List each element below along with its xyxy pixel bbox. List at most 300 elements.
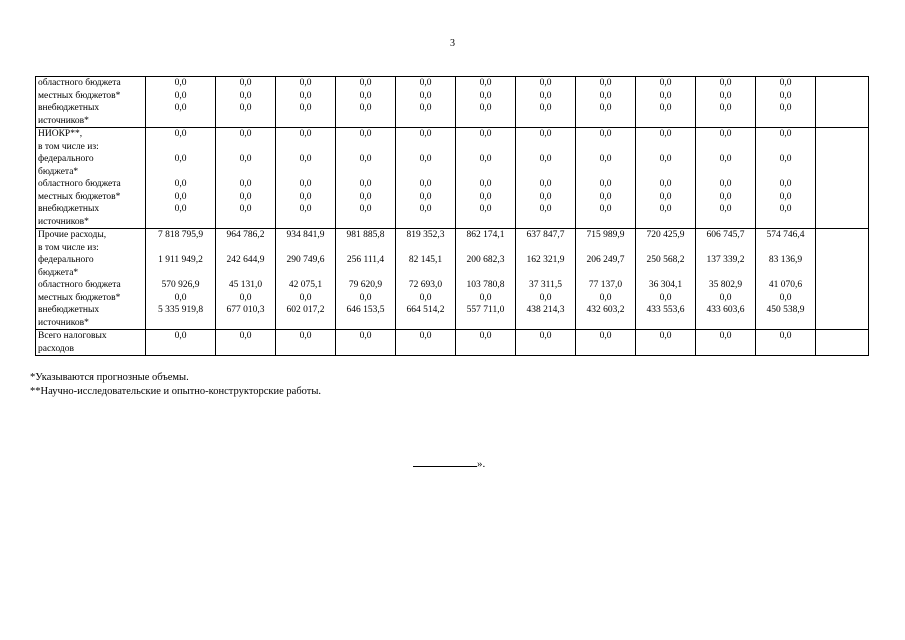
cell-value: 0,0 bbox=[174, 78, 187, 88]
value-cell bbox=[636, 77, 696, 128]
cell-value bbox=[758, 166, 813, 179]
value-cell bbox=[756, 330, 816, 356]
table-row bbox=[36, 128, 869, 229]
cell-value bbox=[278, 343, 333, 356]
value-cell bbox=[276, 229, 336, 330]
cell-value: 0,0 bbox=[719, 78, 732, 88]
cell-value bbox=[698, 115, 753, 128]
value-cell bbox=[696, 330, 756, 356]
cell-value bbox=[578, 115, 633, 128]
row-label-line: источников* bbox=[38, 317, 89, 328]
cell-value: 0,0 bbox=[779, 292, 792, 303]
value-cell bbox=[146, 77, 216, 128]
value-cell bbox=[516, 330, 576, 356]
value-cell bbox=[576, 229, 636, 330]
cell-value: 0,0 bbox=[539, 103, 552, 113]
cell-value bbox=[218, 343, 273, 356]
cell-value bbox=[638, 141, 693, 154]
cell-value bbox=[278, 141, 333, 154]
cell-value bbox=[278, 216, 333, 229]
cell-value: 250 568,2 bbox=[646, 255, 685, 265]
cell-value: 0,0 bbox=[659, 90, 672, 101]
cell-value: 0,0 bbox=[779, 78, 792, 88]
cell-value: 677 010,3 bbox=[226, 305, 265, 315]
cell-value: 290 749,6 bbox=[286, 255, 325, 265]
cell-value: 242 644,9 bbox=[226, 255, 265, 265]
row-label-line: областного бюджета bbox=[38, 78, 121, 88]
cell-value: 0,0 bbox=[419, 331, 432, 341]
value-cell bbox=[276, 128, 336, 229]
cell-value: 0,0 bbox=[359, 90, 372, 101]
row-label-line: внебюджетных bbox=[38, 305, 100, 315]
row-label-line: в том числе из: bbox=[38, 141, 99, 152]
cell-value bbox=[218, 216, 273, 229]
cell-value: 0,0 bbox=[174, 90, 187, 101]
cell-value: 433 553,6 bbox=[646, 305, 685, 315]
table-row bbox=[36, 77, 869, 128]
cell-value bbox=[698, 242, 753, 255]
cell-value: 0,0 bbox=[359, 331, 372, 341]
row-label-line: внебюджетных bbox=[38, 204, 100, 214]
cell-value bbox=[578, 216, 633, 229]
cell-value bbox=[338, 343, 393, 356]
cell-value: 557 711,0 bbox=[466, 305, 505, 315]
value-cell bbox=[516, 77, 576, 128]
cell-value: 0,0 bbox=[539, 191, 552, 202]
cell-value: 981 885,8 bbox=[346, 230, 385, 240]
cell-value: 0,0 bbox=[174, 191, 187, 202]
row-label-line: федерального bbox=[38, 255, 94, 265]
value-cell bbox=[396, 128, 456, 229]
cell-value: 41 070,6 bbox=[768, 280, 803, 290]
cell-value: 7 818 795,9 bbox=[157, 230, 204, 240]
cell-value bbox=[338, 141, 393, 154]
cell-value: 606 745,7 bbox=[706, 230, 745, 240]
cell-value: 1 911 949,2 bbox=[158, 255, 203, 265]
cell-value: 0,0 bbox=[239, 154, 252, 164]
value-cell bbox=[146, 229, 216, 330]
cell-value: 0,0 bbox=[539, 292, 552, 303]
cell-value bbox=[458, 242, 513, 255]
cell-value bbox=[638, 115, 693, 128]
row-label-cell bbox=[36, 229, 146, 330]
cell-value: 206 249,7 bbox=[586, 255, 625, 265]
cell-value: 0,0 bbox=[419, 204, 432, 214]
cell-value bbox=[518, 242, 573, 255]
value-cell bbox=[576, 128, 636, 229]
cell-value bbox=[638, 216, 693, 229]
table-row bbox=[36, 330, 869, 356]
row-label-cell bbox=[36, 77, 146, 128]
cell-value bbox=[148, 141, 213, 154]
page-number: 3 bbox=[450, 38, 455, 49]
empty-cell bbox=[816, 229, 869, 330]
cell-value: 0,0 bbox=[239, 292, 252, 303]
cell-value bbox=[218, 115, 273, 128]
cell-value: 0,0 bbox=[419, 103, 432, 113]
cell-value: 0,0 bbox=[359, 103, 372, 113]
cell-value: 256 111,4 bbox=[346, 255, 385, 265]
cell-value bbox=[758, 141, 813, 154]
value-cell bbox=[636, 229, 696, 330]
empty-cell bbox=[816, 330, 869, 356]
cell-value bbox=[398, 317, 453, 330]
cell-value bbox=[758, 216, 813, 229]
cell-value bbox=[698, 317, 753, 330]
cell-value bbox=[578, 242, 633, 255]
cell-value: 0,0 bbox=[599, 129, 612, 139]
budget-table bbox=[35, 76, 869, 356]
cell-value bbox=[338, 166, 393, 179]
cell-value: 0,0 bbox=[659, 191, 672, 202]
cell-value: 0,0 bbox=[479, 331, 492, 341]
value-cell bbox=[696, 128, 756, 229]
cell-value bbox=[218, 267, 273, 280]
value-cell bbox=[696, 77, 756, 128]
cell-value: 0,0 bbox=[719, 191, 732, 202]
empty-cell bbox=[816, 128, 869, 229]
cell-value bbox=[458, 141, 513, 154]
cell-value: 35 802,9 bbox=[708, 280, 743, 290]
cell-value bbox=[698, 267, 753, 280]
cell-value: 0,0 bbox=[779, 191, 792, 202]
cell-value: 0,0 bbox=[779, 90, 792, 101]
row-label-line: внебюджетных bbox=[38, 103, 100, 113]
cell-value bbox=[518, 166, 573, 179]
cell-value: 0,0 bbox=[659, 129, 672, 139]
value-cell bbox=[696, 229, 756, 330]
cell-value: 0,0 bbox=[419, 129, 432, 139]
cell-value: 0,0 bbox=[174, 103, 187, 113]
cell-value: 137 339,2 bbox=[706, 255, 745, 265]
cell-value: 0,0 bbox=[719, 90, 732, 101]
cell-value bbox=[148, 216, 213, 229]
cell-value bbox=[698, 343, 753, 356]
cell-value bbox=[578, 141, 633, 154]
closing-quote: ». bbox=[477, 458, 486, 470]
cell-value: 36 304,1 bbox=[648, 280, 683, 290]
cell-value bbox=[148, 166, 213, 179]
row-label-line: федерального bbox=[38, 154, 94, 164]
cell-value bbox=[518, 115, 573, 128]
value-cell bbox=[216, 77, 276, 128]
cell-value bbox=[758, 115, 813, 128]
cell-value: 0,0 bbox=[779, 204, 792, 214]
value-cell bbox=[146, 330, 216, 356]
cell-value: 0,0 bbox=[419, 154, 432, 164]
empty-cell bbox=[816, 77, 869, 128]
cell-value bbox=[638, 242, 693, 255]
cell-value: 0,0 bbox=[779, 331, 792, 341]
cell-value: 0,0 bbox=[299, 78, 312, 88]
cell-value: 5 335 919,8 bbox=[157, 305, 204, 315]
value-cell bbox=[336, 128, 396, 229]
cell-value bbox=[518, 343, 573, 356]
cell-value bbox=[278, 317, 333, 330]
value-cell bbox=[336, 330, 396, 356]
cell-value: 574 746,4 bbox=[766, 230, 805, 240]
value-cell bbox=[456, 128, 516, 229]
cell-value: 0,0 bbox=[359, 129, 372, 139]
cell-value: 0,0 bbox=[719, 103, 732, 113]
cell-value bbox=[518, 141, 573, 154]
cell-value bbox=[758, 242, 813, 255]
cell-value bbox=[458, 216, 513, 229]
cell-value: 0,0 bbox=[539, 204, 552, 214]
cell-value: 0,0 bbox=[359, 191, 372, 202]
cell-value bbox=[638, 267, 693, 280]
cell-value: 720 425,9 bbox=[646, 230, 685, 240]
cell-value: 819 352,3 bbox=[406, 230, 445, 240]
cell-value bbox=[338, 242, 393, 255]
cell-value bbox=[518, 317, 573, 330]
cell-value bbox=[398, 343, 453, 356]
cell-value: 438 214,3 bbox=[526, 305, 565, 315]
cell-value bbox=[638, 343, 693, 356]
cell-value: 0,0 bbox=[359, 292, 372, 303]
cell-value: 0,0 bbox=[599, 78, 612, 88]
cell-value: 0,0 bbox=[719, 204, 732, 214]
cell-value: 0,0 bbox=[599, 191, 612, 202]
cell-value bbox=[398, 166, 453, 179]
cell-value: 0,0 bbox=[599, 292, 612, 303]
cell-value bbox=[458, 343, 513, 356]
value-cell bbox=[516, 128, 576, 229]
value-cell bbox=[756, 128, 816, 229]
footnotes bbox=[30, 371, 321, 399]
value-cell bbox=[636, 330, 696, 356]
cell-value bbox=[758, 317, 813, 330]
cell-value: 0,0 bbox=[599, 103, 612, 113]
value-cell bbox=[576, 330, 636, 356]
cell-value: 162 321,9 bbox=[526, 255, 565, 265]
value-cell bbox=[396, 330, 456, 356]
cell-value: 0,0 bbox=[479, 191, 492, 202]
cell-value: 79 620,9 bbox=[348, 280, 383, 290]
cell-value bbox=[338, 115, 393, 128]
cell-value: 0,0 bbox=[659, 204, 672, 214]
cell-value: 0,0 bbox=[599, 154, 612, 164]
cell-value: 0,0 bbox=[659, 292, 672, 303]
row-label-line: областного бюджета bbox=[38, 179, 121, 189]
cell-value: 0,0 bbox=[239, 331, 252, 341]
cell-value: 433 603,6 bbox=[706, 305, 745, 315]
cell-value: 0,0 bbox=[599, 204, 612, 214]
cell-value bbox=[398, 141, 453, 154]
cell-value: 0,0 bbox=[299, 90, 312, 101]
cell-value bbox=[218, 242, 273, 255]
value-cell bbox=[276, 77, 336, 128]
cell-value: 0,0 bbox=[419, 179, 432, 189]
cell-value bbox=[148, 317, 213, 330]
cell-value: 0,0 bbox=[174, 129, 187, 139]
cell-value: 0,0 bbox=[659, 78, 672, 88]
value-cell bbox=[456, 330, 516, 356]
footnote-forecast: *Указываются прогнозные объемы. bbox=[30, 372, 189, 383]
cell-value bbox=[458, 166, 513, 179]
cell-value: 83 136,9 bbox=[768, 255, 803, 265]
cell-value: 200 682,3 bbox=[466, 255, 505, 265]
cell-value: 0,0 bbox=[359, 78, 372, 88]
cell-value: 450 538,9 bbox=[766, 305, 805, 315]
cell-value: 0,0 bbox=[299, 103, 312, 113]
cell-value bbox=[218, 141, 273, 154]
cell-value: 45 131,0 bbox=[228, 280, 263, 290]
cell-value bbox=[698, 166, 753, 179]
row-label-line: бюджета* bbox=[38, 166, 79, 177]
cell-value: 72 693,0 bbox=[408, 280, 443, 290]
cell-value bbox=[518, 216, 573, 229]
cell-value: 0,0 bbox=[479, 90, 492, 101]
value-cell bbox=[576, 77, 636, 128]
cell-value: 0,0 bbox=[779, 179, 792, 189]
value-cell bbox=[216, 330, 276, 356]
cell-value: 0,0 bbox=[239, 204, 252, 214]
cell-value: 0,0 bbox=[599, 331, 612, 341]
cell-value bbox=[338, 216, 393, 229]
cell-value: 0,0 bbox=[539, 78, 552, 88]
cell-value: 0,0 bbox=[239, 191, 252, 202]
cell-value: 0,0 bbox=[239, 179, 252, 189]
cell-value: 934 841,9 bbox=[286, 230, 325, 240]
cell-value bbox=[278, 115, 333, 128]
cell-value bbox=[398, 267, 453, 280]
value-cell bbox=[276, 330, 336, 356]
cell-value: 0,0 bbox=[479, 204, 492, 214]
cell-value: 0,0 bbox=[359, 179, 372, 189]
cell-value: 0,0 bbox=[659, 154, 672, 164]
cell-value: 0,0 bbox=[479, 292, 492, 303]
value-cell bbox=[396, 229, 456, 330]
cell-value: 0,0 bbox=[659, 103, 672, 113]
cell-value: 82 145,1 bbox=[408, 255, 443, 265]
row-label-line: местных бюджетов* bbox=[38, 292, 121, 303]
cell-value: 602 017,2 bbox=[286, 305, 325, 315]
cell-value bbox=[338, 267, 393, 280]
row-label-cell bbox=[36, 128, 146, 229]
cell-value: 0,0 bbox=[174, 292, 187, 303]
cell-value: 0,0 bbox=[299, 191, 312, 202]
cell-value bbox=[338, 317, 393, 330]
cell-value: 0,0 bbox=[479, 103, 492, 113]
cell-value bbox=[518, 267, 573, 280]
cell-value: 0,0 bbox=[779, 129, 792, 139]
cell-value bbox=[578, 317, 633, 330]
cell-value: 0,0 bbox=[239, 90, 252, 101]
cell-value: 0,0 bbox=[359, 154, 372, 164]
cell-value bbox=[698, 216, 753, 229]
cell-value: 0,0 bbox=[539, 154, 552, 164]
value-cell bbox=[636, 128, 696, 229]
row-label-line: бюджета* bbox=[38, 267, 79, 278]
row-label-line: областного бюджета bbox=[38, 280, 121, 290]
cell-value: 715 989,9 bbox=[586, 230, 625, 240]
cell-value bbox=[638, 317, 693, 330]
footnote-niokr: **Научно-исследовательские и опытно-конструкторские работы. bbox=[30, 386, 322, 397]
value-cell bbox=[756, 77, 816, 128]
cell-value: 0,0 bbox=[174, 204, 187, 214]
cell-value bbox=[458, 115, 513, 128]
cell-value: 103 780,8 bbox=[466, 280, 505, 290]
cell-value bbox=[638, 166, 693, 179]
row-label-line: в том числе из: bbox=[38, 242, 99, 253]
table-row bbox=[36, 229, 869, 330]
cell-value bbox=[398, 242, 453, 255]
cell-value: 0,0 bbox=[479, 154, 492, 164]
closing-line bbox=[413, 455, 485, 470]
cell-value: 0,0 bbox=[299, 179, 312, 189]
row-label-line: Прочие расходы, bbox=[38, 230, 107, 240]
cell-value bbox=[578, 166, 633, 179]
cell-value: 0,0 bbox=[539, 331, 552, 341]
cell-value: 0,0 bbox=[299, 154, 312, 164]
cell-value: 0,0 bbox=[539, 90, 552, 101]
cell-value: 0,0 bbox=[659, 179, 672, 189]
cell-value: 964 786,2 bbox=[226, 230, 265, 240]
cell-value bbox=[218, 317, 273, 330]
cell-value bbox=[578, 267, 633, 280]
cell-value: 0,0 bbox=[479, 179, 492, 189]
cell-value bbox=[218, 166, 273, 179]
cell-value bbox=[458, 267, 513, 280]
value-cell bbox=[336, 229, 396, 330]
cell-value bbox=[278, 267, 333, 280]
cell-value bbox=[148, 242, 213, 255]
value-cell bbox=[216, 128, 276, 229]
cell-value: 570 926,9 bbox=[161, 280, 200, 290]
cell-value: 0,0 bbox=[599, 179, 612, 189]
row-label-line: Всего налоговых bbox=[38, 331, 107, 341]
value-cell bbox=[396, 77, 456, 128]
cell-value bbox=[698, 141, 753, 154]
cell-value: 0,0 bbox=[239, 129, 252, 139]
cell-value: 0,0 bbox=[174, 154, 187, 164]
cell-value: 664 514,2 bbox=[406, 305, 445, 315]
row-label-line: НИОКР**, bbox=[38, 129, 83, 139]
cell-value: 0,0 bbox=[299, 292, 312, 303]
cell-value: 0,0 bbox=[239, 78, 252, 88]
cell-value: 0,0 bbox=[539, 129, 552, 139]
value-cell bbox=[456, 77, 516, 128]
cell-value bbox=[148, 343, 213, 356]
cell-value bbox=[278, 166, 333, 179]
row-label-line: расходов bbox=[38, 343, 74, 354]
cell-value: 0,0 bbox=[239, 103, 252, 113]
cell-value: 0,0 bbox=[599, 90, 612, 101]
cell-value: 0,0 bbox=[419, 191, 432, 202]
cell-value: 0,0 bbox=[659, 331, 672, 341]
row-label-line: источников* bbox=[38, 115, 89, 126]
cell-value bbox=[758, 343, 813, 356]
cell-value bbox=[398, 216, 453, 229]
row-label-line: местных бюджетов* bbox=[38, 90, 121, 101]
cell-value: 0,0 bbox=[719, 331, 732, 341]
signature-blank bbox=[413, 455, 477, 467]
cell-value: 637 847,7 bbox=[526, 230, 565, 240]
cell-value: 37 311,5 bbox=[529, 280, 562, 290]
cell-value: 0,0 bbox=[719, 129, 732, 139]
cell-value bbox=[398, 115, 453, 128]
cell-value: 0,0 bbox=[719, 292, 732, 303]
cell-value bbox=[578, 343, 633, 356]
cell-value bbox=[758, 267, 813, 280]
row-label-cell bbox=[36, 330, 146, 356]
cell-value: 0,0 bbox=[719, 179, 732, 189]
value-cell bbox=[756, 229, 816, 330]
cell-value: 862 174,1 bbox=[466, 230, 505, 240]
cell-value: 432 603,2 bbox=[586, 305, 625, 315]
cell-value: 0,0 bbox=[174, 179, 187, 189]
